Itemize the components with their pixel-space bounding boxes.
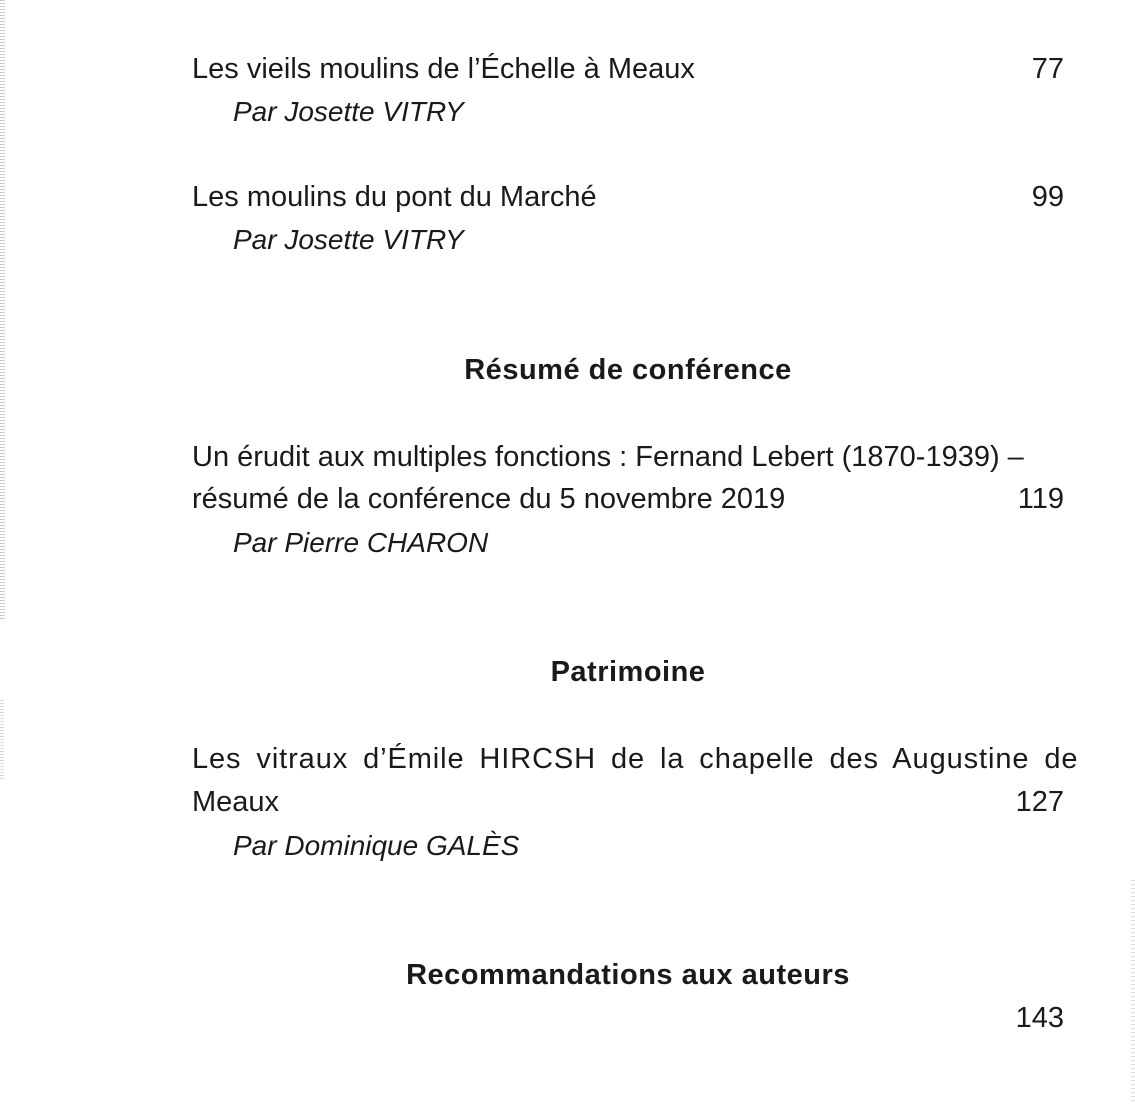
toc-entry-author: Par Josette VITRY [233, 224, 464, 255]
toc-entry-author: Par Dominique GALÈS [233, 830, 520, 861]
scan-edge-right [1131, 880, 1135, 1104]
toc-entry-title-text: Meaux [192, 786, 280, 818]
scan-edge-left [0, 0, 5, 620]
scan-edge-left-lower [0, 700, 4, 780]
toc-entry-title-text: Les moulins du pont du Marché [192, 181, 597, 213]
toc-entry-title-line2[interactable] [192, 478, 1064, 520]
toc-entry-author: Par Pierre CHARON [233, 527, 489, 558]
toc-page-number: 77 [1031, 53, 1064, 85]
toc-entry-title[interactable] [192, 48, 1064, 90]
toc-page-number: 119 [1017, 483, 1064, 515]
toc-entry-title-text: résumé de la conférence du 5 novembre 2019 [192, 483, 786, 515]
toc-page-number: 127 [1015, 786, 1064, 818]
toc-entry-title-line1[interactable] [192, 738, 1079, 780]
toc-entry-author: Par Josette VITRY [233, 96, 464, 127]
toc-page-number: 99 [1031, 181, 1064, 213]
toc-entry-title[interactable] [192, 176, 1064, 218]
section-heading-text: Recommandations aux auteurs [406, 959, 850, 991]
toc-entry-title-text: Un érudit aux multiples fonctions : Fernand Lebert (1870-1939) – [192, 441, 1024, 473]
toc-entry-title-line1[interactable] [192, 436, 1064, 478]
section-heading-text: Résumé de conférence [464, 354, 792, 386]
toc-entry-title-line2[interactable] [192, 781, 1064, 823]
toc-entry-title-text: Les vieils moulins de l’Échelle à Meaux [192, 53, 695, 85]
section-heading-text: Patrimoine [550, 656, 706, 688]
toc-page-number[interactable]: 143 [1015, 1002, 1064, 1034]
toc-entry-title-text: Les vitraux d’Émile HIRCSH de la chapelle des Augustine de [192, 743, 1079, 775]
